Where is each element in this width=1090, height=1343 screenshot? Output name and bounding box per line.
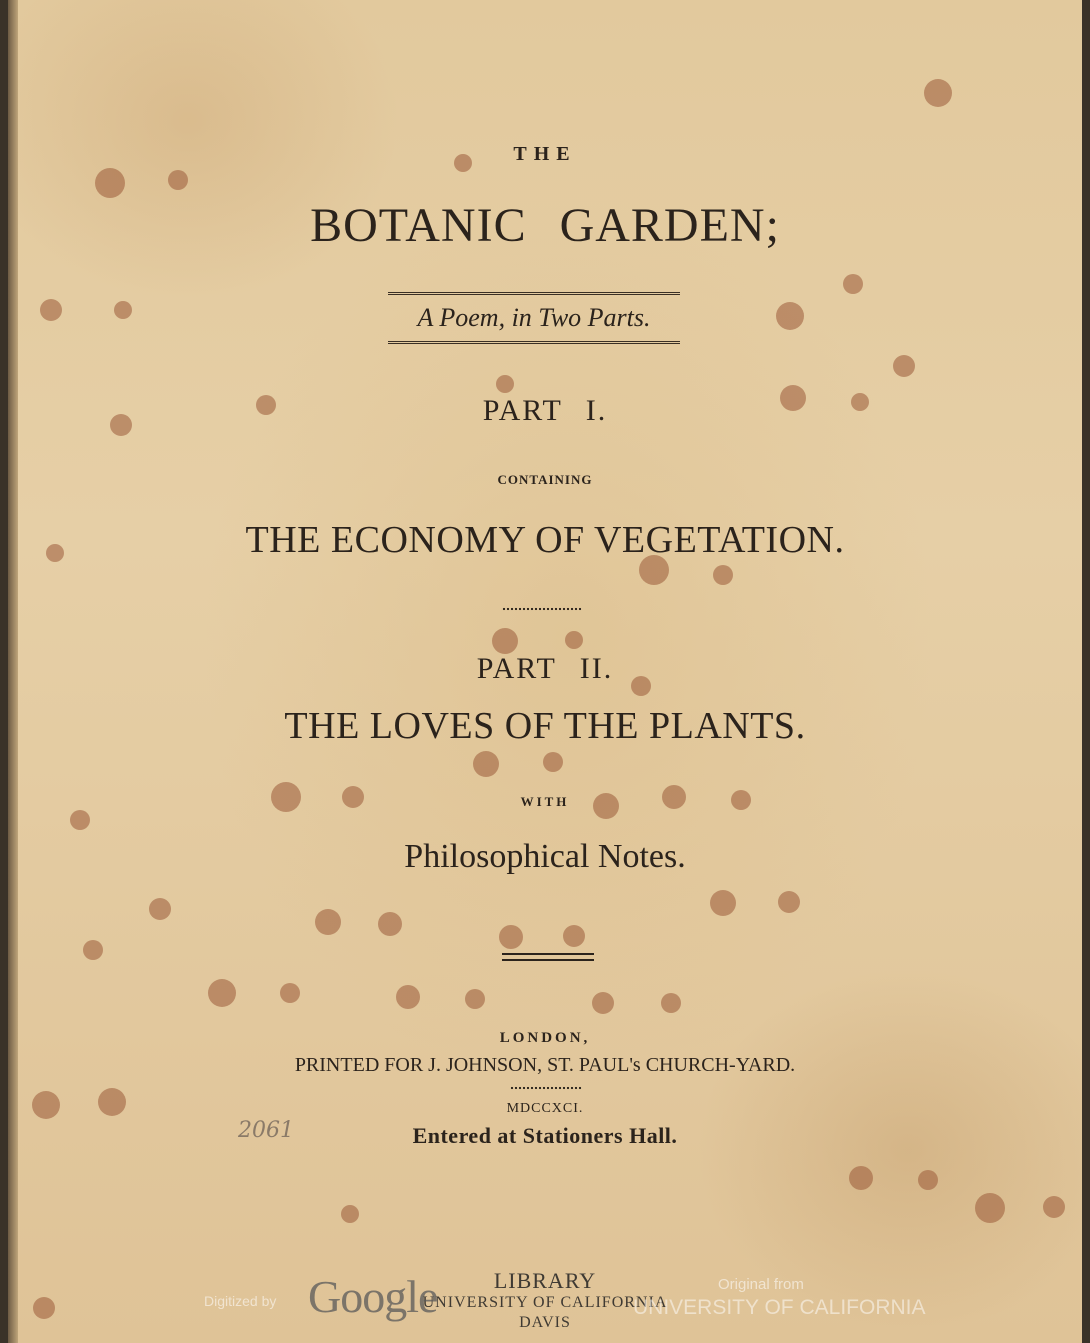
dotted-divider-small xyxy=(510,1086,582,1090)
google-logo: Google xyxy=(308,1271,438,1322)
library-stamp-line1: LIBRARY xyxy=(493,1268,597,1293)
imprint-printer: PRINTED FOR J. JOHNSON, ST. PAUL's CHURCH-YARD. xyxy=(294,1054,796,1076)
dotted-divider xyxy=(502,607,582,611)
part-two-title: THE LOVES OF THE PLANTS. xyxy=(284,705,806,747)
part-one-title: THE ECONOMY OF VEGETATION. xyxy=(245,519,845,561)
double-rule xyxy=(502,953,594,961)
with-label: WITH xyxy=(520,794,570,809)
entered-line: Entered at Stationers Hall. xyxy=(412,1123,678,1148)
title-page xyxy=(8,0,1082,1343)
library-stamp-line2: UNIVERSITY OF CALIFORNIA xyxy=(422,1294,668,1311)
original-from-label: Original from xyxy=(718,1276,804,1293)
original-source-label: UNIVERSITY OF CALIFORNIA xyxy=(633,1296,926,1319)
part-one-heading: PART I. xyxy=(482,394,608,427)
imprint-place: LONDON, xyxy=(499,1030,591,1046)
subtitle: A Poem, in Two Parts. xyxy=(388,292,680,344)
digitized-by-label: Digitized by xyxy=(204,1293,277,1309)
part-two-heading: PART II. xyxy=(476,652,614,685)
notes-label: Philosophical Notes. xyxy=(404,838,686,875)
book-title: BOTANIC GARDEN; xyxy=(310,199,780,252)
containing-label: CONTAINING xyxy=(497,472,593,487)
title-article: THE xyxy=(513,143,577,165)
library-stamp-line3: DAVIS xyxy=(519,1314,571,1331)
handwritten-note: 2061 xyxy=(238,1118,294,1143)
imprint-date: MDCCXCI. xyxy=(506,1101,584,1116)
